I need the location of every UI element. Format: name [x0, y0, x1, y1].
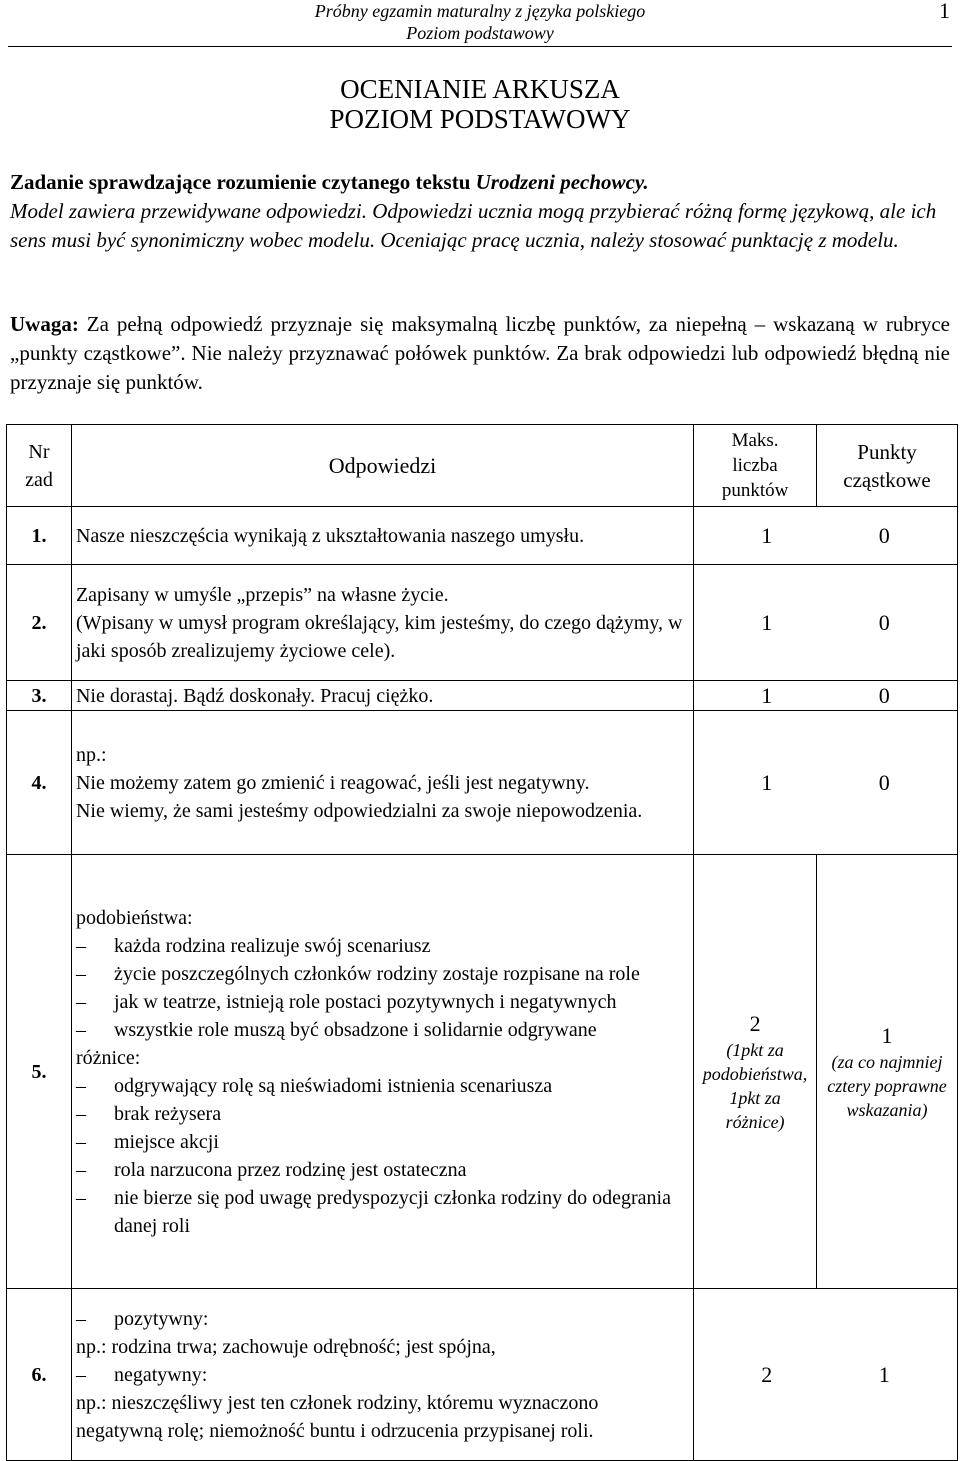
row-answer: [71, 711, 693, 855]
row-points: [694, 1289, 958, 1461]
document-title: [0, 74, 960, 134]
row-partial: 0: [878, 769, 890, 795]
row-answer: [71, 565, 693, 681]
dash-bullet: –: [75, 962, 86, 985]
list-item: [76, 988, 689, 1016]
header-partial-points: [817, 425, 958, 507]
list-item: [76, 1128, 689, 1156]
exam-title: Próbny egzamin maturalny z języka polskiego: [314, 1, 646, 21]
row-partial-cell: [817, 855, 958, 1289]
row-max-cell: [694, 855, 817, 1289]
list-item-text: jak w teatrze, istnieją role postaci pozytywnych i negatywnych: [113, 990, 617, 1013]
list-item-text: brak reżysera: [113, 1102, 222, 1125]
header-divider: [8, 46, 952, 47]
list-item-text: negatywny:: [113, 1363, 208, 1386]
row-partial: 1: [878, 1361, 890, 1387]
dash-bullet: –: [75, 1018, 86, 1041]
row-nr: 1.: [7, 507, 72, 565]
row-answer-line: Zapisany w umyśle „przepis” na własne życie.: [75, 583, 449, 606]
note-text: Za pełną odpowiedź przyznaje się maksymalną liczbę punktów, za niepełną – wskazaną w rubryce „punkty cząstkowe”. Nie należy przyznawać połówek punktów. Za brak odpowiedzi lub odpowiedź błędną nie przyznaje się punktów.: [10, 312, 950, 394]
task-text-title: Urodzeni pechowcy.: [475, 170, 649, 194]
dash-bullet: –: [75, 990, 86, 1013]
row-max: 1: [761, 769, 773, 795]
row-answer-prefix: np.:: [75, 743, 107, 766]
page-header: [0, 0, 960, 44]
title-line-2: POZIOM PODSTAWOWY: [329, 104, 631, 134]
header-max-line3: punktów: [721, 480, 789, 501]
row-answer-line: np.: rodzina trwa; zachowuje odrębność; jest spójna,: [75, 1335, 496, 1358]
list-item: [76, 960, 689, 988]
list-item: [76, 1100, 689, 1128]
row-answer-line: np.: nieszczęśliwy jest ten członek rodziny, któremu wyznaczono negatywną rolę; niemożność buntu i odrzucenia przypisanej roli.: [75, 1391, 599, 1442]
dash-bullet: –: [75, 1186, 86, 1209]
dash-bullet: –: [75, 1074, 86, 1097]
row-nr: 5.: [7, 855, 72, 1289]
row-max-note: (1pkt za podobieństwa, 1pkt za różnice): [702, 1039, 808, 1132]
row-partial: 0: [878, 682, 890, 708]
dash-bullet: –: [75, 1363, 86, 1386]
task-heading: [10, 170, 649, 194]
header-nr-line2: zad: [25, 468, 53, 491]
table-header-row: [7, 425, 958, 507]
list-item: [76, 1072, 689, 1100]
row-partial: 0: [878, 609, 890, 635]
list-item: [76, 1016, 689, 1044]
row-max: 2: [749, 1010, 761, 1036]
row-max: 1: [761, 522, 773, 548]
model-description: Model zawiera przewidywane odpowiedzi. Odpowiedzi ucznia mogą przybierać różną formę językową, ale ich sens musi być synonimiczny wobec modelu. Oceniając pracę ucznia, należy stosować punktację z modelu.: [10, 199, 937, 252]
exam-level: Poziom podstawowy: [406, 23, 554, 43]
header-nr-line1: Nr: [28, 440, 50, 463]
table-row: [7, 855, 958, 1289]
table-row: [7, 565, 958, 681]
list-item-text: odgrywający rolę są nieświadomi istnienia scenariusza: [113, 1074, 553, 1097]
dash-bullet: –: [75, 1307, 86, 1330]
table-row: [7, 711, 958, 855]
header-answers: Odpowiedzi: [71, 425, 693, 507]
row-nr: 6.: [7, 1289, 72, 1461]
list-item-text: nie bierze się pod uwagę predyspozycji członka rodziny do odegrania danej roli: [113, 1186, 671, 1237]
page-number: 1: [939, 0, 950, 23]
dash-bullet: –: [75, 1102, 86, 1125]
row-points: [694, 681, 958, 711]
row-answer: Nasze nieszczęścia wynikają z ukształtowania naszego umysłu.: [71, 507, 693, 565]
list-item-text: każda rodzina realizuje swój scenariusz: [113, 934, 431, 957]
list-item-text: miejsce akcji: [113, 1130, 219, 1153]
list-item-text: rola narzucona przez rodzinę jest ostateczna: [113, 1158, 467, 1181]
row-points: [694, 507, 958, 565]
dash-bullet: –: [75, 1158, 86, 1181]
list-item-text: wszystkie role muszą być obsadzone i solidarnie odgrywane: [113, 1018, 597, 1041]
list-item-text: pozytywny:: [113, 1307, 209, 1330]
row-points: [694, 565, 958, 681]
row-max: 1: [761, 609, 773, 635]
answer-key-table: [6, 424, 958, 1461]
dash-bullet: –: [75, 934, 86, 957]
table-row: [7, 1289, 958, 1461]
list-item: [76, 1361, 689, 1389]
header-max-line1: Maks.: [731, 430, 779, 451]
row-partial: 1: [881, 1022, 893, 1048]
header-nr: [7, 425, 72, 507]
task-prefix: Zadanie sprawdzające rozumienie czytanego tekstu: [10, 170, 476, 194]
row-points: [694, 711, 958, 855]
list-item: [76, 932, 689, 960]
row-partial: 0: [878, 522, 890, 548]
row-answer-line: (Wpisany w umysł program określający, kim jesteśmy, do czego dążymy, w jaki sposób zrealizujemy życiowe cele).: [75, 611, 683, 662]
row-answer-line: Nie wiemy, że sami jesteśmy odpowiedzialni za swoje niepowodzenia.: [75, 799, 643, 822]
list-item: [76, 1156, 689, 1184]
header-partial-line2: cząstkowe: [843, 467, 931, 492]
table-row: [7, 507, 958, 565]
title-line-1: OCENIANIE ARKUSZA: [340, 74, 620, 104]
row-answer: [71, 855, 693, 1289]
row-answer: Nie dorastaj. Bądź doskonały. Pracuj ciężko.: [71, 681, 693, 711]
row-answer: [71, 1289, 693, 1461]
differences-label: różnice:: [75, 1046, 141, 1069]
header-max-points: [694, 425, 817, 507]
header-max-line2: liczba: [732, 455, 778, 476]
table-row: [7, 681, 958, 711]
row-nr: 4.: [7, 711, 72, 855]
list-item: [76, 1184, 689, 1240]
row-max: 1: [761, 682, 773, 708]
row-nr: 3.: [7, 681, 72, 711]
header-partial-line1: Punkty: [857, 439, 917, 464]
scoring-note: [10, 310, 950, 397]
row-partial-note: (za co najmniej cztery poprawne wskazania): [827, 1051, 947, 1120]
row-answer-line: Nie możemy zatem go zmienić i reagować, jeśli jest negatywny.: [75, 771, 590, 794]
note-label: Uwaga:: [10, 312, 79, 336]
list-item: [76, 1305, 689, 1333]
row-max: 2: [761, 1361, 773, 1387]
row-nr: 2.: [7, 565, 72, 681]
dash-bullet: –: [75, 1130, 86, 1153]
list-item-text: życie poszczególnych członków rodziny zostaje rozpisane na role: [113, 962, 640, 985]
similarities-label: podobieństwa:: [75, 906, 193, 929]
intro-paragraph: [10, 168, 950, 255]
